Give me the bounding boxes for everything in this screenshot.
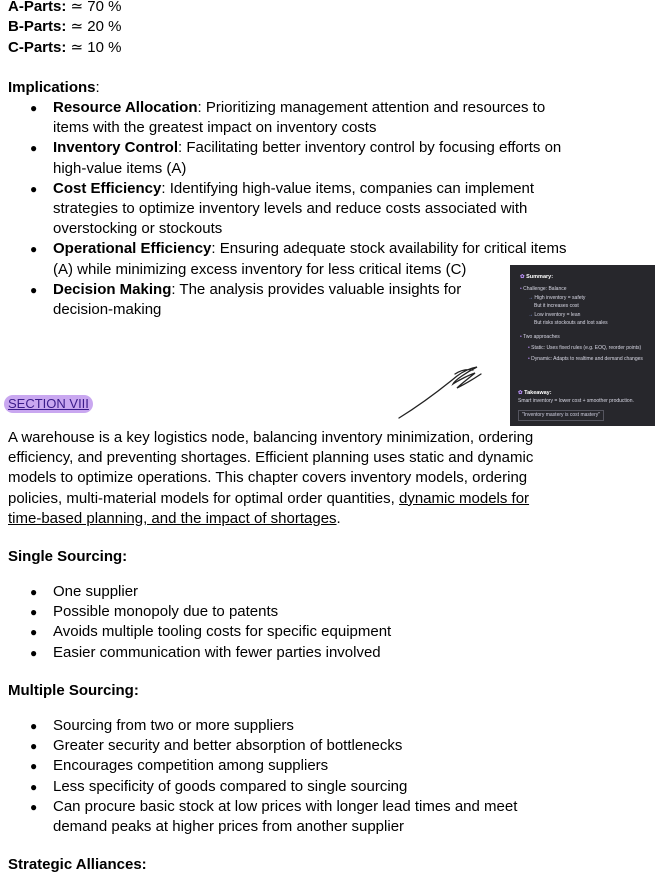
- list-item: [0, 138, 575, 178]
- intro-end: .: [336, 509, 341, 527]
- implications-heading: [8, 78, 100, 98]
- thumb-takeaway-text: Smart inventory = lower cost + smoother production.: [518, 398, 634, 404]
- a-parts-label: A-Parts:: [8, 0, 67, 15]
- item-term: Resource Allocation: [53, 99, 198, 116]
- thumb-static: Static: Uses fixed rules (e.g. EOQ, reorder points): [531, 345, 642, 351]
- item-term: Operational Efficiency: [53, 240, 212, 258]
- thumb-high: High inventory = safety: [534, 295, 586, 301]
- b-parts-line: [8, 17, 121, 37]
- thumb-dynamic: Dynamic: Adapts to realtime and demand changes: [531, 356, 643, 362]
- a-parts-value: ≃ 70 %: [70, 0, 122, 15]
- c-parts-line: [8, 38, 121, 58]
- section-tag[interactable]: SECTION VIII: [4, 395, 93, 413]
- list-item: ● Avoids multiple tooling costs for specific equipment: [0, 622, 593, 642]
- thumb-high-but: But it increases cost: [534, 303, 579, 309]
- thumb-title: Summary:: [526, 274, 554, 280]
- intro-underlined-text: dynamic models for time-based planning, and the impact of shortages: [8, 489, 530, 527]
- thumb-takeaway: Takeaway:: [524, 390, 552, 396]
- list-item: [0, 280, 478, 320]
- list-item: ● Sourcing from two or more suppliers: [0, 716, 553, 736]
- thumb-challenge: Challenge: Balance: [523, 286, 567, 292]
- summary-slide-thumbnail: ✿ Summary: • Challenge: Balance → High inventory = safety But it increases cost → Low inventory = lean But risks stockouts and lost sales • Two approaches • Static: Uses fixed rules (e.g. EOQ, reorder points) • Dynamic: Adapts to realtime and demand changes ✿ Takeaway: Smart inventory = lower cost + smoother production. "Inventory mastery is cost mastery": [510, 265, 655, 426]
- pen-scribble: [395, 360, 490, 422]
- item-text: : Ensuring adequate stock availability for critical items (A) while minimizing excess inventory for less critical items (C): [53, 240, 567, 278]
- implications-colon: :: [95, 79, 100, 96]
- implications-list: [0, 98, 581, 320]
- strategic-alliances-heading: Strategic Alliances:: [8, 856, 147, 873]
- list-item: ● One supplier: [0, 582, 593, 602]
- thumb-low: Low inventory = lean: [534, 312, 581, 318]
- implications-label: Implications: [8, 79, 96, 96]
- list-item: [0, 239, 581, 279]
- item-term: Decision Making: [53, 280, 172, 298]
- multiple-sourcing-list: [0, 716, 553, 837]
- arrow-icon: →: [528, 312, 533, 318]
- item-term: Cost Efficiency: [53, 179, 162, 197]
- c-parts-label: C-Parts:: [8, 39, 67, 56]
- b-parts-label: B-Parts:: [8, 18, 67, 35]
- item-text: : The analysis provides valuable insights for decision-making: [53, 280, 462, 319]
- list-item: ● Encourages competition among suppliers: [0, 756, 553, 776]
- arrow-icon: →: [528, 295, 533, 301]
- list-item: ● Less specificity of goods compared to single sourcing: [0, 777, 553, 797]
- c-parts-value: ≃ 10 %: [70, 39, 122, 56]
- item-text: : Facilitating better inventory control by focusing efforts on high-value items (A): [53, 139, 562, 177]
- list-item: ● Greater security and better absorption of bottlenecks: [0, 736, 553, 756]
- multiple-sourcing-heading: Multiple Sourcing:: [8, 682, 139, 699]
- list-item: ● Can procure basic stock at low prices with longer lead times and meet demand peaks at higher prices from another supplier: [0, 797, 538, 837]
- intro-text: A warehouse is a key logistics node, balancing inventory minimization, ordering efficiency, and preventing shortages. Efficient planning uses static and dynamic models to optimize operations. This chapter covers inventory models, ordering policies, multi-material models for optimal order quantities,: [8, 429, 534, 507]
- item-term: Inventory Control: [53, 139, 179, 157]
- single-sourcing-heading: Single Sourcing:: [8, 548, 128, 565]
- list-item: [0, 179, 575, 240]
- item-text: : Identifying high-value items, companies can implement strategies to optimize inventory levels and reduce costs associated with overstocking or stockouts: [53, 179, 535, 238]
- list-item: [0, 98, 575, 138]
- a-parts-line: [8, 0, 121, 17]
- flower-icon: ✿: [518, 390, 523, 396]
- list-item: ● Possible monopoly due to patents: [0, 602, 593, 622]
- b-parts-value: ≃ 20 %: [70, 18, 122, 35]
- thumb-two: Two approaches: [523, 334, 560, 340]
- list-item: ● Easier communication with fewer parties involved: [0, 643, 593, 663]
- intro-paragraph: [8, 428, 556, 529]
- flower-icon: ✿: [520, 274, 525, 280]
- item-text: : Prioritizing management attention and resources to items with the greatest impact on inventory costs: [53, 99, 546, 137]
- thumb-low-but: But risks stockouts and lost sales: [534, 320, 608, 326]
- thumb-quote: "Inventory mastery is cost mastery": [522, 412, 601, 418]
- single-sourcing-list: [0, 582, 593, 663]
